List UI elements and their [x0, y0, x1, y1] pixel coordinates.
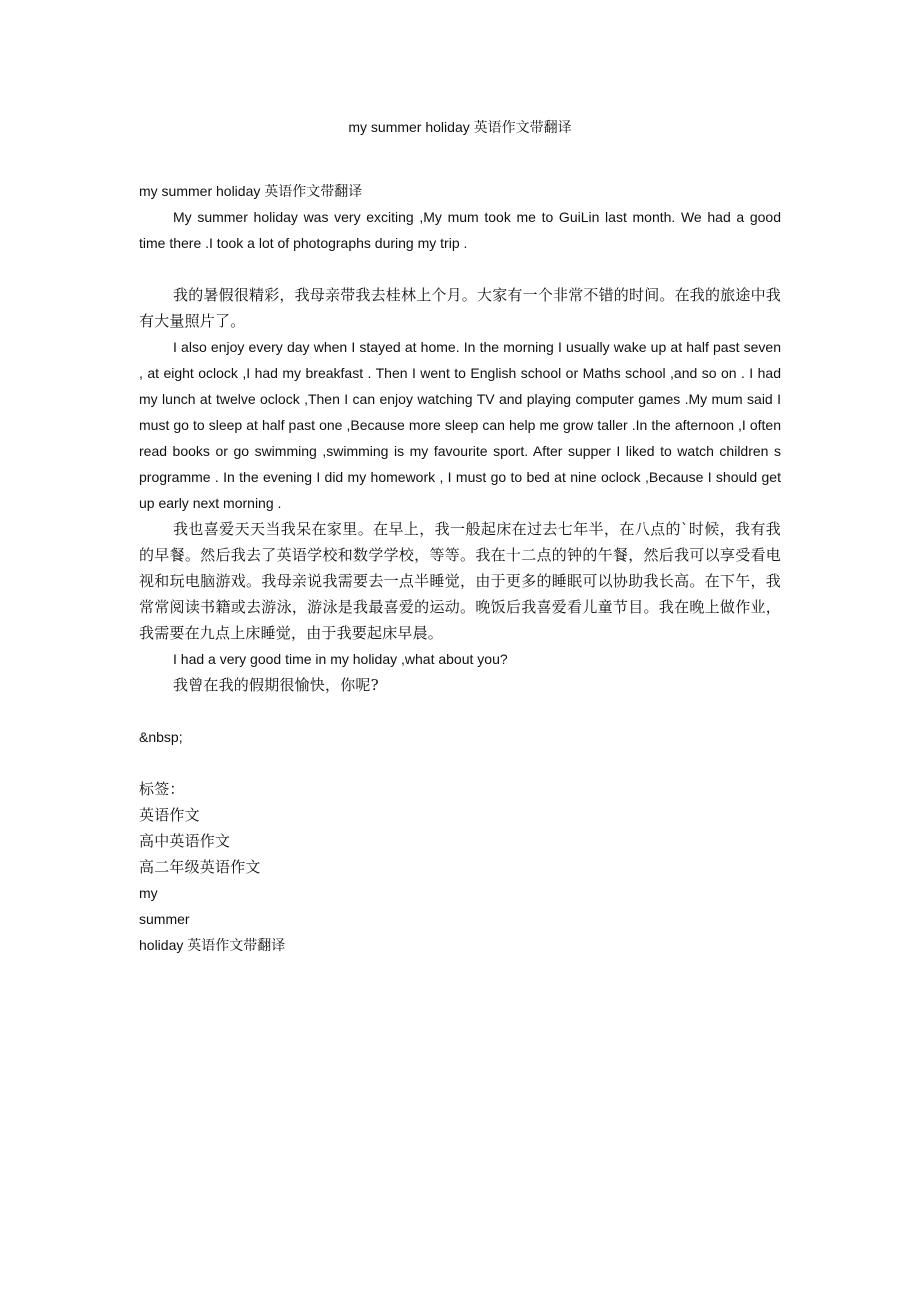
paragraph-english-2: I also enjoy every day when I stayed at home. In the morning I usually wake up at half past seven , at eight oclock ,I had my breakfast . Then I went to English school or Maths school ,and so on . I had my lunch at twelve oclock ,Then I can enjoy watching TV and playing computer games .My mum said I must go to sleep at half past one ,Because more sleep can help me grow taller .In the afternoon ,I often read books or go swimming ,swimming is my favourite sport. After supper I liked to watch children s programme . In the evening I did my homework , I must go to bed at nine oclock ,Because I should get up early next morning .	[139, 339, 781, 511]
tags-list	[139, 802, 781, 958]
document-title: my summer holiday 英语作文带翻译	[348, 119, 572, 135]
paragraph-english-3: I had a very good time in my holiday ,what about you?	[173, 651, 508, 667]
nbsp-text: &nbsp;	[139, 729, 183, 745]
tag-item[interactable]: 高中英语作文	[139, 832, 231, 850]
tag-item[interactable]: my	[139, 885, 158, 901]
paragraph-english-1: My summer holiday was very exciting ,My mum took me to GuiLin last month. We had a good time there .I took a lot of photographs during my trip .	[139, 209, 781, 251]
tag-item[interactable]: 英语作文	[139, 806, 200, 824]
tag-item[interactable]: summer	[139, 911, 190, 927]
document-body	[139, 178, 781, 958]
article-heading: my summer holiday 英语作文带翻译	[139, 183, 363, 199]
tag-item[interactable]: holiday 英语作文带翻译	[139, 937, 286, 953]
paragraph-chinese-3: 我曾在我的假期很愉快，你呢?	[173, 676, 379, 694]
tags-label: 标签：	[139, 780, 185, 798]
tag-item[interactable]: 高二年级英语作文	[139, 858, 261, 876]
paragraph-chinese-1: 我的暑假很精彩，我母亲带我去桂林上个月。大家有一个非常不错的时间。在我的旅途中我有大量照片了。	[139, 286, 782, 330]
paragraph-chinese-2: 我也喜爱天天当我呆在家里。在早上，我一般起床在过去七年半，在八点的`时候，我有我的早餐。然后我去了英语学校和数学学校，等等。我在十二点的钟的午餐，然后我可以享受看电视和玩电脑游戏。我母亲说我需要去一点半睡觉，由于更多的睡眠可以协助我长高。在下午，我常常阅读书籍或去游泳，游泳是我最喜爱的运动。晚饭后我喜爱看儿童节目。我在晚上做作业，我需要在九点上床睡觉，由于我要起床早晨。	[139, 520, 781, 642]
